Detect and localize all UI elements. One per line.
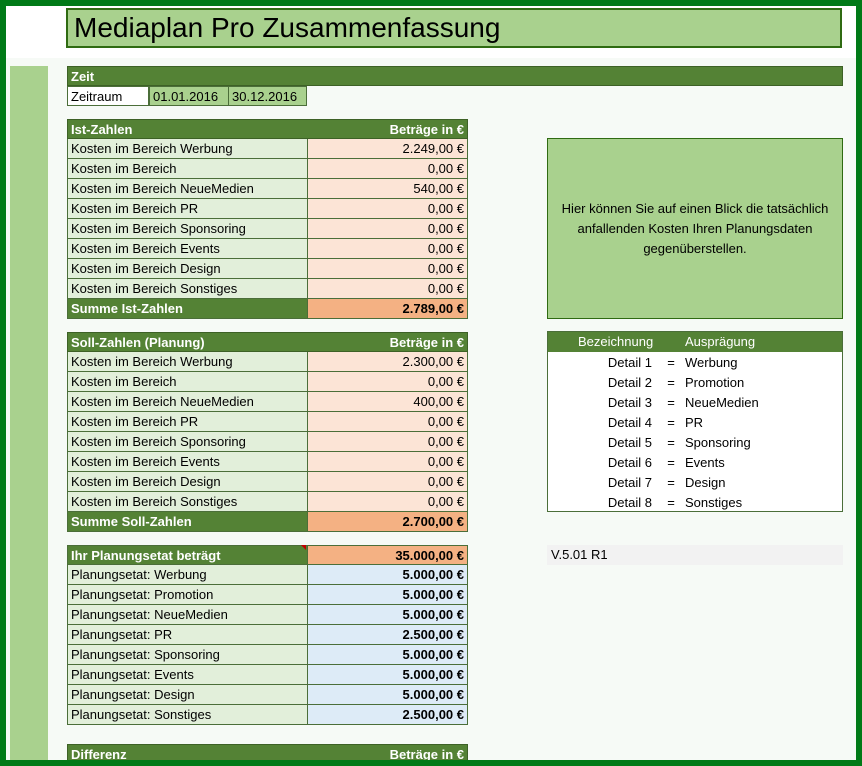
legend-row <box>548 453 842 473</box>
zeitraum-start[interactable]: 01.01.2016 <box>149 86 229 106</box>
soll-sum-row <box>67 512 468 532</box>
row-label: Kosten im Bereich NeueMedien <box>67 179 308 199</box>
info-box[interactable] <box>547 138 843 319</box>
row-value[interactable]: 0,00 € <box>308 219 468 239</box>
etat-header-label: Ihr Planungsetat beträgt <box>67 545 308 565</box>
row-value[interactable]: 5.000,00 € <box>308 685 468 705</box>
legend-equals: = <box>667 375 675 390</box>
table-row <box>67 452 468 472</box>
legend-value: Sponsoring <box>685 435 751 450</box>
soll-header <box>67 332 468 352</box>
legend-row <box>548 413 842 433</box>
legend-detail: Detail 4 <box>607 415 652 430</box>
legend-equals: = <box>667 395 675 410</box>
row-label: Kosten im Bereich Events <box>67 239 308 259</box>
row-label: Kosten im Bereich Werbung <box>67 139 308 159</box>
legend-row <box>548 353 842 373</box>
row-label: Kosten im Bereich Sonstiges <box>67 492 308 512</box>
row-value[interactable]: 5.000,00 € <box>308 605 468 625</box>
legend-value: Design <box>685 475 726 490</box>
row-value[interactable]: 0,00 € <box>308 432 468 452</box>
table-row <box>67 179 468 199</box>
row-value[interactable]: 0,00 € <box>308 259 468 279</box>
legend-header <box>548 332 842 352</box>
legend-equals: = <box>667 455 675 470</box>
row-label: Kosten im Bereich Sponsoring <box>67 432 308 452</box>
table-row <box>67 625 468 645</box>
table-row <box>67 159 468 179</box>
table-row <box>67 492 468 512</box>
legend-detail: Detail 7 <box>607 475 652 490</box>
row-label: Kosten im Bereich PR <box>67 199 308 219</box>
row-label: Kosten im Bereich Sponsoring <box>67 219 308 239</box>
legend-detail: Detail 1 <box>607 355 652 370</box>
row-value[interactable]: 0,00 € <box>308 472 468 492</box>
table-row <box>67 665 468 685</box>
row-label: Planungsetat: Werbung <box>67 565 308 585</box>
legend-detail: Detail 6 <box>607 455 652 470</box>
legend-value: Werbung <box>685 355 738 370</box>
row-label: Planungsetat: Design <box>67 685 308 705</box>
legend-value: Promotion <box>685 375 745 390</box>
legend-row <box>548 373 842 393</box>
legend-row <box>548 473 842 493</box>
zeitraum-end[interactable]: 30.12.2016 <box>228 86 307 106</box>
row-value[interactable]: 5.000,00 € <box>308 665 468 685</box>
row-label: Kosten im Bereich Sonstiges <box>67 279 308 299</box>
row-value[interactable]: 5.000,00 € <box>308 565 468 585</box>
legend-detail: Detail 2 <box>607 375 652 390</box>
legend-equals: = <box>667 475 675 490</box>
row-label: Planungsetat: Sonstiges <box>67 705 308 725</box>
ist-header-value: Beträge in € <box>389 122 464 137</box>
ist-header-label: Ist-Zahlen <box>71 122 133 137</box>
row-label: Kosten im Bereich Design <box>67 259 308 279</box>
table-row <box>67 392 468 412</box>
row-value[interactable]: 0,00 € <box>308 199 468 219</box>
legend-row <box>548 493 842 513</box>
table-row <box>67 585 468 605</box>
legend-detail: Detail 5 <box>607 435 652 450</box>
table-row <box>67 705 468 725</box>
legend-detail: Detail 3 <box>607 395 652 410</box>
row-label: Planungsetat: PR <box>67 625 308 645</box>
row-value[interactable]: 0,00 € <box>308 372 468 392</box>
legend-equals: = <box>667 355 675 370</box>
row-value[interactable]: 0,00 € <box>308 159 468 179</box>
zeit-header-label: Zeit <box>71 69 95 84</box>
row-label: Planungsetat: NeueMedien <box>67 605 308 625</box>
differenz-header-label: Differenz <box>71 747 127 762</box>
row-label: Kosten im Bereich <box>67 372 308 392</box>
row-value[interactable]: 5.000,00 € <box>308 645 468 665</box>
differenz-header <box>67 744 468 764</box>
legend-equals: = <box>667 435 675 450</box>
row-value[interactable]: 2.500,00 € <box>308 625 468 645</box>
row-value[interactable]: 0,00 € <box>308 279 468 299</box>
row-value[interactable]: 400,00 € <box>308 392 468 412</box>
etat-total-value[interactable]: 35.000,00 € <box>308 545 468 565</box>
row-value[interactable]: 0,00 € <box>308 452 468 472</box>
row-value[interactable]: 2.249,00 € <box>308 139 468 159</box>
legend-value: PR <box>685 415 704 430</box>
zeit-header <box>67 66 843 86</box>
table-row <box>67 565 468 585</box>
row-value[interactable]: 0,00 € <box>308 239 468 259</box>
table-row <box>67 279 468 299</box>
row-label: Planungsetat: Sponsoring <box>67 645 308 665</box>
table-row <box>67 472 468 492</box>
page-title[interactable]: Mediaplan Pro Zusammenfassung <box>66 8 842 48</box>
table-row <box>67 259 468 279</box>
legend-value: NeueMedien <box>685 395 759 410</box>
legend-equals: = <box>667 495 675 510</box>
row-label: Planungsetat: Promotion <box>67 585 308 605</box>
row-label: Kosten im Bereich Design <box>67 472 308 492</box>
row-value[interactable]: 2.300,00 € <box>308 352 468 372</box>
table-row <box>67 685 468 705</box>
ist-sum-value[interactable]: 2.789,00 € <box>308 299 468 319</box>
ist-header <box>67 119 468 139</box>
legend-row <box>548 393 842 413</box>
table-row <box>67 432 468 452</box>
table-row <box>67 199 468 219</box>
soll-header-label: Soll-Zahlen (Planung) <box>71 335 205 350</box>
row-label: Kosten im Bereich PR <box>67 412 308 432</box>
comment-indicator-icon[interactable] <box>301 545 306 550</box>
table-row <box>67 605 468 625</box>
legend-equals: = <box>667 415 675 430</box>
legend-col-bezeichnung: Bezeichnung <box>578 334 654 349</box>
row-value[interactable]: 0,00 € <box>308 412 468 432</box>
row-label: Kosten im Bereich NeueMedien <box>67 392 308 412</box>
soll-header-value: Beträge in € <box>389 335 464 350</box>
row-value[interactable]: 540,00 € <box>308 179 468 199</box>
table-row <box>67 139 468 159</box>
legend-value: Sonstiges <box>685 495 743 510</box>
soll-sum-label: Summe Soll-Zahlen <box>67 512 308 532</box>
legend-detail: Detail 8 <box>607 495 652 510</box>
legend-row <box>548 433 842 453</box>
table-row <box>67 412 468 432</box>
info-text: Hier können Sie auf einen Blick die tatsächlich anfallenden Kosten Ihren Planungsdaten gegenüberstellen. <box>561 200 829 256</box>
left-strip <box>10 66 48 760</box>
soll-sum-value[interactable]: 2.700,00 € <box>308 512 468 532</box>
row-value[interactable]: 2.500,00 € <box>308 705 468 725</box>
row-value[interactable]: 0,00 € <box>308 492 468 512</box>
version-label: V.5.01 R1 <box>547 545 843 565</box>
legend-value: Events <box>685 455 725 470</box>
legend-col-auspraegung: Ausprägung <box>685 334 756 349</box>
table-row <box>67 239 468 259</box>
table-row <box>67 219 468 239</box>
row-label: Kosten im Bereich <box>67 159 308 179</box>
ist-sum-row <box>67 299 468 319</box>
differenz-header-value: Beträge in € <box>389 747 464 762</box>
table-row <box>67 352 468 372</box>
row-label: Kosten im Bereich Events <box>67 452 308 472</box>
row-label: Kosten im Bereich Werbung <box>67 352 308 372</box>
ist-sum-label: Summe Ist-Zahlen <box>67 299 308 319</box>
table-row <box>67 645 468 665</box>
detail-legend <box>547 331 843 512</box>
table-row <box>67 372 468 392</box>
row-label: Planungsetat: Events <box>67 665 308 685</box>
row-value[interactable]: 5.000,00 € <box>308 585 468 605</box>
etat-header-row <box>67 545 468 565</box>
zeitraum-label: Zeitraum <box>67 86 149 106</box>
